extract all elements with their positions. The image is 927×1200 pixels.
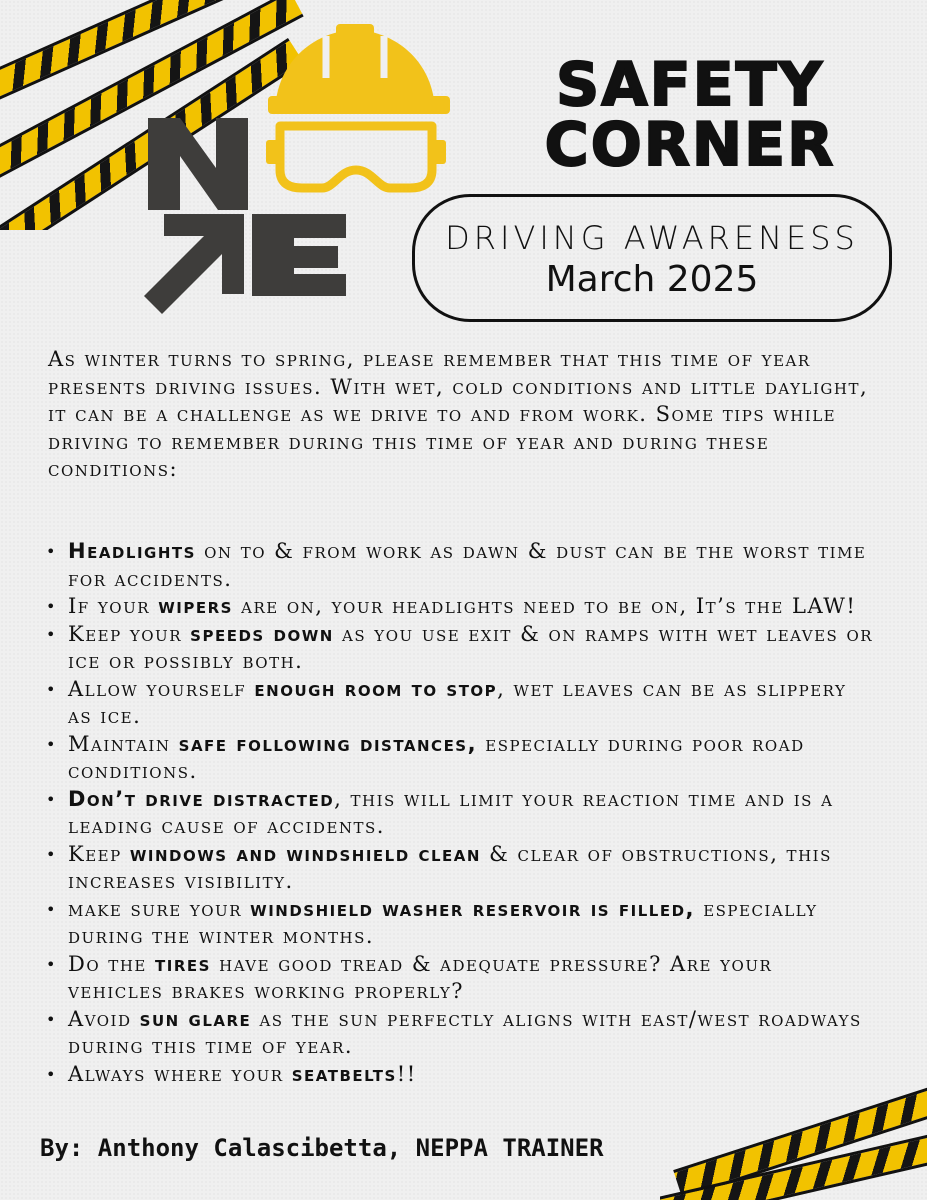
- topic-badge: [412, 194, 892, 322]
- tip-keyword: Don’t drive distracted: [68, 786, 335, 811]
- tip-pre: Always where your: [68, 1061, 292, 1086]
- tip-item: [44, 538, 874, 593]
- tip-keyword: tires: [155, 951, 211, 976]
- title-line-1: SAFETY: [556, 50, 824, 120]
- tip-keyword: Headlights: [68, 539, 196, 563]
- topic-date: March 2025: [545, 259, 759, 300]
- tip-text: especially during the winter months.: [68, 896, 818, 948]
- tip-text: !!: [396, 1061, 417, 1086]
- intro-paragraph: As winter turns to spring, please remember that this time of year presents driving issues. With wet, cold conditions and little daylight, it can be a challenge as we drive to and from work. Some tips while driving to remember during this time of year and during these conditions:: [48, 347, 869, 481]
- tip-keyword: windows and windshield clean: [129, 841, 481, 866]
- tip-text: & clear of obstructions, this increases visibility.: [68, 841, 832, 893]
- tip-pre: Allow yourself: [68, 676, 255, 701]
- tip-pre: Keep: [68, 841, 130, 866]
- tip-pre: Do the: [68, 951, 156, 976]
- tip-item: [44, 1006, 874, 1061]
- tip-text: on to & from work as dawn & dust can be the worst time for accidents.: [68, 539, 867, 591]
- tip-item: [44, 676, 874, 731]
- tip-pre: Avoid: [68, 1006, 140, 1031]
- tip-text: , wet leaves can be as slippery as ice.: [68, 676, 847, 728]
- tip-item: [44, 786, 874, 841]
- tip-item: [44, 731, 874, 786]
- tip-pre: Maintain: [68, 731, 179, 756]
- tip-keyword: safe following distances,: [178, 731, 478, 756]
- tip-keyword: sun glare: [139, 1006, 252, 1031]
- tip-text: as the sun perfectly aligns with east/west roadways during this time of year.: [68, 1006, 862, 1058]
- tip-item: [44, 896, 874, 951]
- tip-keyword: speeds down: [190, 621, 334, 646]
- author-byline: By: Anthony Calascibetta, NEPPA TRAINER: [40, 1134, 604, 1162]
- safety-tips-list: [44, 538, 874, 1088]
- tip-text: as you use exit & on ramps with wet leaves or ice or possibly both.: [68, 621, 874, 673]
- tip-keyword: wipers: [158, 594, 233, 618]
- tip-keyword: windshield washer reservoir is filled,: [250, 896, 696, 921]
- tip-item: [44, 841, 874, 896]
- tip-text: , this will limit your reaction time and is a leading cause of accidents.: [68, 786, 834, 838]
- tip-pre: If your: [68, 594, 159, 618]
- tip-text: are on, your headlights need to be on, It’s the LAW!: [232, 594, 857, 618]
- tip-item: [44, 1061, 874, 1089]
- tip-keyword: enough room to stop: [254, 676, 498, 701]
- tip-item: [44, 951, 874, 1006]
- title-line-2: CORNER: [544, 110, 836, 180]
- tip-item: [44, 593, 874, 621]
- tip-keyword: seatbelts: [291, 1061, 397, 1086]
- tip-text: have good tread & adequate pressure? Are your vehicles brakes working properly?: [68, 951, 773, 1003]
- topic-subtitle: DRIVING AWARENESS: [445, 219, 859, 257]
- tip-item: [44, 621, 874, 676]
- tip-pre: make sure your: [68, 896, 251, 921]
- tip-text: especially during poor road conditions.: [68, 731, 805, 783]
- tip-pre: Keep your: [68, 621, 191, 646]
